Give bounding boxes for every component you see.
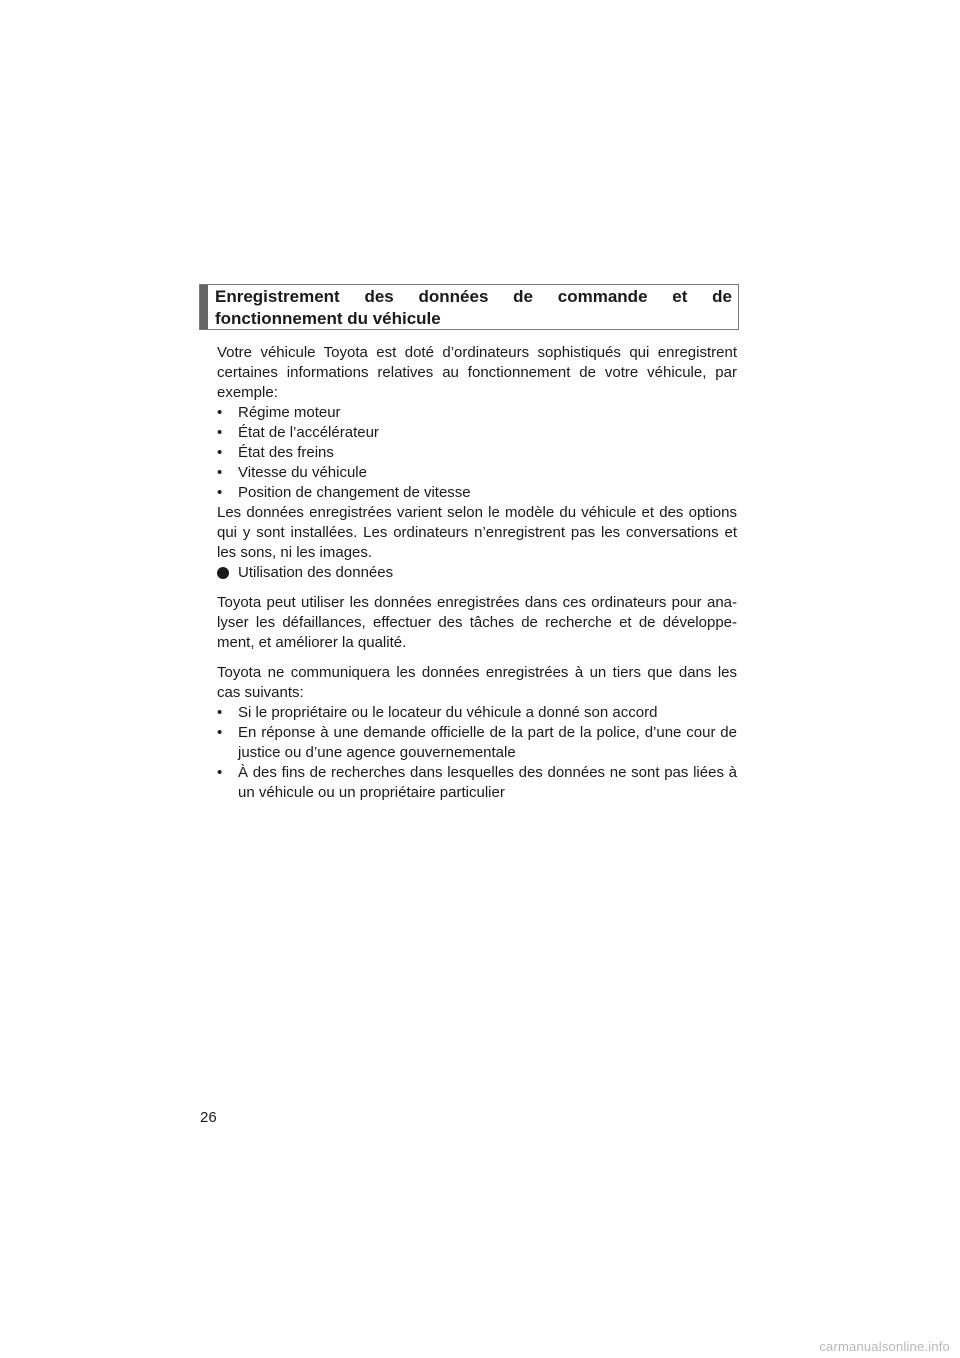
main-content <box>217 343 737 803</box>
page-number: 26 <box>200 1109 217 1126</box>
title-accent-bar <box>200 285 208 329</box>
usage-paragraph: Toyota peut utiliser les données enregistrées dans ces ordinateurs pour ana-lyser les défaillances, effectuer des tâches de recherche et de développe-ment, et améliorer la qualité. <box>217 594 737 651</box>
list-item: • En réponse à une demande officielle de la part de la police, d’une cour de justice ou d’une agence gouvernementale <box>217 724 737 761</box>
bullet: • <box>217 444 223 461</box>
bullet: • <box>217 704 223 721</box>
disclosure-items-list <box>217 703 737 803</box>
bullet: • <box>217 404 223 421</box>
usage-heading-text: Utilisation des données <box>238 564 394 581</box>
bullet: • <box>217 424 223 441</box>
bullet: • <box>217 464 223 481</box>
filled-circle-icon <box>217 567 229 579</box>
intro-paragraph: Votre véhicule Toyota est doté d’ordinateurs sophistiqués qui enregistrent certaines informations relatives au fonctionnement de votre véhicule, par exemple: <box>217 344 737 401</box>
section-title: Enregistrement des données de commande et de fonctionnement du véhicule <box>215 287 732 328</box>
section-title-box <box>199 284 739 330</box>
data-note-paragraph: Les données enregistrées varient selon le modèle du véhicule et des options qui y sont installées. Les ordinateurs n’enregistrent pas les conversations et les sons, ni les images. <box>217 504 737 561</box>
list-item: • Vitesse du véhicule <box>217 464 367 481</box>
list-item: • Position de changement de vitesse <box>217 484 471 501</box>
bullet: • <box>217 484 223 501</box>
bullet: • <box>217 724 223 741</box>
bullet: • <box>217 764 223 781</box>
disclosure-paragraph: Toyota ne communiquera les données enregistrées à un tiers que dans les cas suivants: <box>217 664 737 701</box>
list-item: • État de l’accélérateur <box>217 424 379 441</box>
list-item: • État des freins <box>217 444 334 461</box>
usage-heading <box>217 563 737 583</box>
list-item: • Régime moteur <box>217 404 341 421</box>
watermark: carmanualsonline.info <box>819 1339 950 1354</box>
list-item: • À des fins de recherches dans lesquelles des données ne sont pas liées à un véhicule ou un propriétaire particulier <box>217 764 737 801</box>
list-item: • Si le propriétaire ou le locateur du véhicule a donné son accord <box>217 704 658 721</box>
recorded-items-list <box>217 403 737 503</box>
